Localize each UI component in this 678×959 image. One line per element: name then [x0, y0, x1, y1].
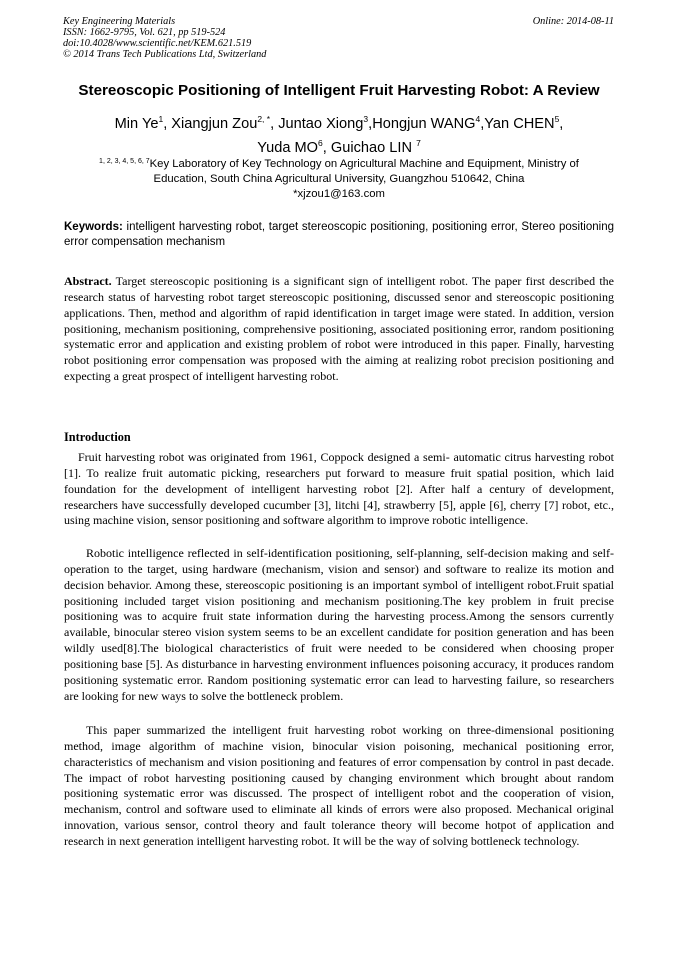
author-mark: 3: [363, 114, 369, 124]
author-name: , Guichao LIN: [322, 140, 417, 156]
author-mark: 1: [158, 114, 164, 124]
author-name: , Juntao Xiong: [270, 116, 364, 132]
abstract-text: Target stereoscopic positioning is a significant sign of intelligent robot. The paper first described the research status of harvesting robot target stereoscopic positioning, discussed senor and stereoscopic positioning applications. Then, method and algorithm of rapid identification in target image were stated. In addition, version positioning, mechanism positioning, comprehensive positioning, associated positioning error, random positioning systematic error and application and existing problem of robot were introduced in this paper. Finally, harvesting robot positioning error compensation was proposed with the aiming at realizing robot precision positioning and expecting a great prospect of intelligent harvesting robot.: [64, 274, 614, 384]
journal-name: Key Engineering Materials: [63, 16, 176, 27]
keywords-label: Keywords:: [64, 221, 123, 233]
affiliation-line-2: Education, South China Agricultural University, Guangzhou 510642, China: [153, 173, 525, 185]
author-line-1: [40, 114, 638, 134]
author-mark: 4: [475, 114, 481, 124]
author-mark: 5: [554, 114, 560, 124]
author-separator: ,: [559, 116, 564, 132]
affiliation-text: Key Laboratory of Key Technology on Agricultural Machine and Equipment, Ministry of: [149, 158, 579, 170]
affiliation-marks: 1, 2, 3, 4, 5, 6, 7: [99, 158, 150, 165]
paper-title: Stereoscopic Positioning of Intelligent Fruit Harvesting Robot: A Review: [78, 82, 600, 99]
issn-line: ISSN: 1662-9795, Vol. 621, pp 519-524: [63, 27, 226, 38]
author-name: , Xiangjun Zou: [163, 116, 258, 132]
keywords: [64, 220, 614, 250]
abstract: [64, 274, 614, 385]
keywords-text: intelligent harvesting robot, target stereoscopic positioning, positioning error, Stereo positioning error compensation mechanism: [64, 221, 614, 248]
intro-paragraph-3: This paper summarized the intelligent fruit harvesting robot working on three-dimensional positioning method, image algorithm of machine vision, binocular vision poisoning, mechanical positioning error, characteristics of mechanism and vision positioning and features of error compensation by control in past decade. The impact of robot harvesting positioning caused by changing environment which brought about random positioning systematic error was discussed. The prospect of intelligent robot and the cooperation of vision, mechanism, control and software used to eliminate all kinds of errors were also proposed. Mechanical original innovation, various sensor, control theory and fault tolerance theory will become hotpot of application and research in next generation intelligent harvesting robot. It will be the way of solving bottleneck technology.: [64, 723, 614, 848]
author-name: ,Hongjun WANG: [368, 116, 476, 132]
author-name: Yuda MO: [257, 140, 319, 156]
author-mark: 2, *: [257, 114, 271, 124]
copyright-line: © 2014 Trans Tech Publications Ltd, Switzerland: [63, 49, 267, 60]
author-line-2: [40, 138, 638, 158]
author-mark: 7: [416, 138, 421, 148]
author-mark: 6: [318, 138, 323, 148]
doi-line: doi:10.4028/www.scientific.net/KEM.621.519: [63, 38, 252, 49]
author-name: ,Yan CHEN: [480, 116, 555, 132]
abstract-label: Abstract.: [64, 274, 112, 288]
online-date: Online: 2014-08-11: [532, 16, 614, 27]
intro-paragraph-1: Fruit harvesting robot was originated from 1961, Coppock designed a semi- automatic citrus harvesting robot [1]. To realize fruit automatic picking, researchers put forward to measure fruit spatial position, which laid foundation for the development of intelligent harvesting robot [2]. After half a century of development, researchers have successfully developed cucumber [3], litchi [4], strawberry [5], apple [6], cherry [7] robot, etc., using machine vision, sensor positioning and software algorithm to improve robotic intelligence.: [64, 450, 614, 528]
author-name: Min Ye: [114, 116, 159, 132]
section-heading-introduction: Introduction: [64, 430, 131, 444]
affiliation-line-1: [40, 157, 638, 171]
corresponding-email: *xjzou1@163.com: [293, 188, 385, 200]
intro-paragraph-2: Robotic intelligence reflected in self-identification positioning, self-planning, self-decision making and self-operation to the target, using hardware (mechanism, vision and sensor) and software to realize its motion and decision behavior. Among these, stereoscopic positioning is an important symbol of intelligent robot.Fruit spatial positioning included target vision positioning and mechanism positioning.The key problem in fruit precise positioning was to acquire fruit state information during the harvesting process.Among the sensors currently available, binocular stereo vision system seems to be an excellent candidate for position generation and has been wildly used[8].The biological characteristics of fruit were needed to be considered when choosing proper positioning base [5]. As disturbance in harvesting environment influences poisoning accuracy, it produces random positioning systematic error. Random positioning systematic error can lead to harvesting failure, so researchers are looking for new ways to solve the bottleneck problem.: [64, 546, 614, 703]
